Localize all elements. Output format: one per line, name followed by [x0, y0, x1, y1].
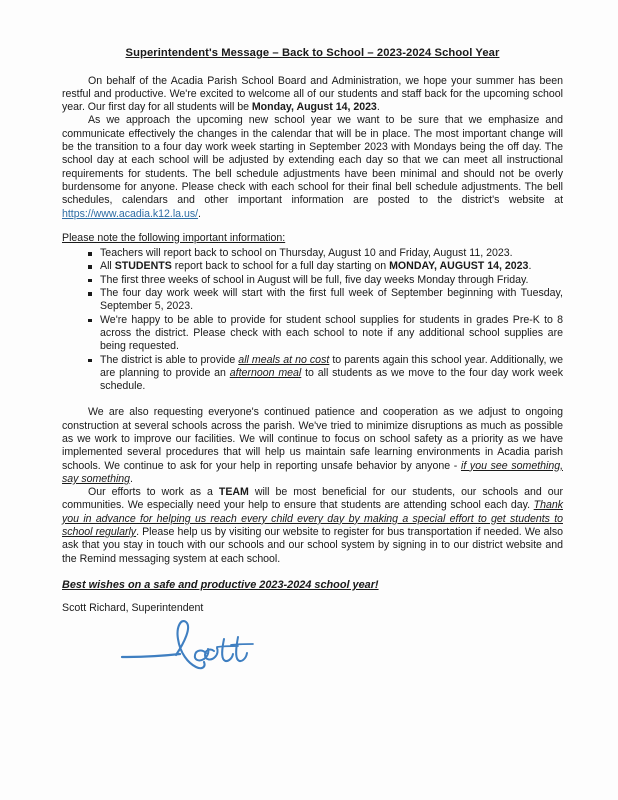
- list-item: [62, 260, 563, 273]
- district-website-link[interactable]: https://www.acadia.k12.la.us/: [62, 207, 199, 220]
- paragraph-4-emphasis-attendance: Thank you in advance for helping us reach every child every day by making a special effort to get students to school regularly: [62, 499, 563, 539]
- list-item: [62, 314, 563, 354]
- paragraph-2: [62, 114, 563, 220]
- bullet-2-text-c: .: [528, 260, 532, 273]
- bullet-2-text-b: report back to school for a full day starting on: [171, 260, 390, 273]
- bullet-3-text: The first three weeks of school in August will be full, five day weeks Monday through Friday.: [100, 273, 529, 286]
- paragraph-1-text-b: .: [376, 101, 380, 114]
- signature-scott-icon: [114, 617, 314, 675]
- paragraph-4-text-a: Our efforts to work as a: [88, 486, 219, 499]
- spacer: [62, 591, 563, 602]
- paragraph-4-text-c: . Please help us by visiting our website to register for bus transportation if needed. We also ask that you stay in touch with our schools and our school system by signing in to our district website and the Remind messaging system at each school.: [62, 526, 563, 565]
- paragraph-2-text-b: .: [198, 207, 201, 220]
- paragraph-2-text-a: As we approach the upcoming new school year we want to be sure that we emphasize and communicate effectively the changes in the calendar that will be in place. The most important change will be the transition to a four day work week starting in September 2023 with Mondays being the off day. The school day at each school will be adjusted by extending each day so that we can meet all instructional requirements for students. The bell schedule adjustments have been minimal and should not be overly burdensome for anyone. Please check with each school for their final bell schedule adjustments. The bell schedules, calendars and other important information are posted to the district's website at: [62, 114, 563, 207]
- list-item: [62, 287, 563, 314]
- signature: [114, 617, 563, 677]
- paragraph-1-text-a: On behalf of the Acadia Parish School Board and Administration, we hope your summer has been restful and productive. We're excited to welcome all of our students and staff back for the upcoming school year. Our first day for all students will be: [62, 74, 563, 114]
- bullet-6-text-b: to parents again this school year. Additionally, we are planning to provide an: [100, 353, 563, 379]
- bullet-2-bold-date: MONDAY, AUGUST 14, 2023: [389, 260, 529, 273]
- list-item: [62, 274, 563, 287]
- paragraph-4-text-b: will be most beneficial for our students, our schools and our communities. We especially need your help to ensure that students are attending school each day.: [62, 486, 563, 512]
- paragraph-4: [62, 486, 563, 566]
- spacer: [62, 221, 563, 232]
- list-item: [62, 354, 563, 394]
- list-item: [62, 247, 563, 260]
- bullet-2-bold-students: STUDENTS: [114, 260, 172, 273]
- closing-statement: Best wishes on a safe and productive 2023-2024 school year!: [62, 578, 379, 591]
- spacer: [62, 393, 563, 406]
- important-information-list: [62, 247, 563, 393]
- spacer: [62, 566, 563, 579]
- bullet-6-emphasis-afternoon-meal: afternoon meal: [229, 366, 302, 379]
- bullet-6-text-a: The district is able to provide: [100, 353, 239, 366]
- paragraph-3-text-a: We are also requesting everyone's continued patience and cooperation as we adjust to ongoing construction at several schools across the parish. We've tried to minimize disruptions as much as possible as we work to improve our facilities. We will continue to focus on school safety as a priority as we have implemented several procedures that will help us maintain safe learning environments in Acadia parish schools. We continue to ask for your help in reporting unsafe behavior by anyone -: [62, 406, 563, 472]
- bullet-6-emphasis-meals: all meals at no cost: [238, 353, 330, 366]
- bullet-2-text-a: All: [100, 260, 115, 273]
- paragraph-1: [62, 75, 563, 115]
- paragraph-3-emphasis-safety: if you see something, say something: [62, 459, 563, 485]
- bullet-1-text: Teachers will report back to school on Thursday, August 10 and Friday, August 11, 2023.: [100, 247, 513, 260]
- bullet-5-text: We're happy to be able to provide for student school supplies for students in grades Pre-K to 8 across the district. Please check with each school to note if any additional school supplies are being requested.: [100, 313, 563, 353]
- paragraph-3: [62, 406, 563, 486]
- paragraph-4-bold-team: TEAM: [218, 486, 249, 499]
- paragraph-3-text-b: .: [130, 472, 133, 485]
- paragraph-1-first-day-date: Monday, August 14, 2023: [251, 101, 377, 114]
- bullet-6-text-c: to all students as we move to the four day work week schedule.: [100, 366, 564, 393]
- signer-name-title: Scott Richard, Superintendent: [62, 601, 204, 614]
- notice-heading: Please note the following important information:: [62, 231, 286, 244]
- bullet-4-text: The four day work week will start with the first full week of September beginning with Tuesday, September 5, 2023.: [100, 287, 563, 313]
- page-title: Superintendent's Message – Back to School – 2023-2024 School Year: [125, 47, 500, 59]
